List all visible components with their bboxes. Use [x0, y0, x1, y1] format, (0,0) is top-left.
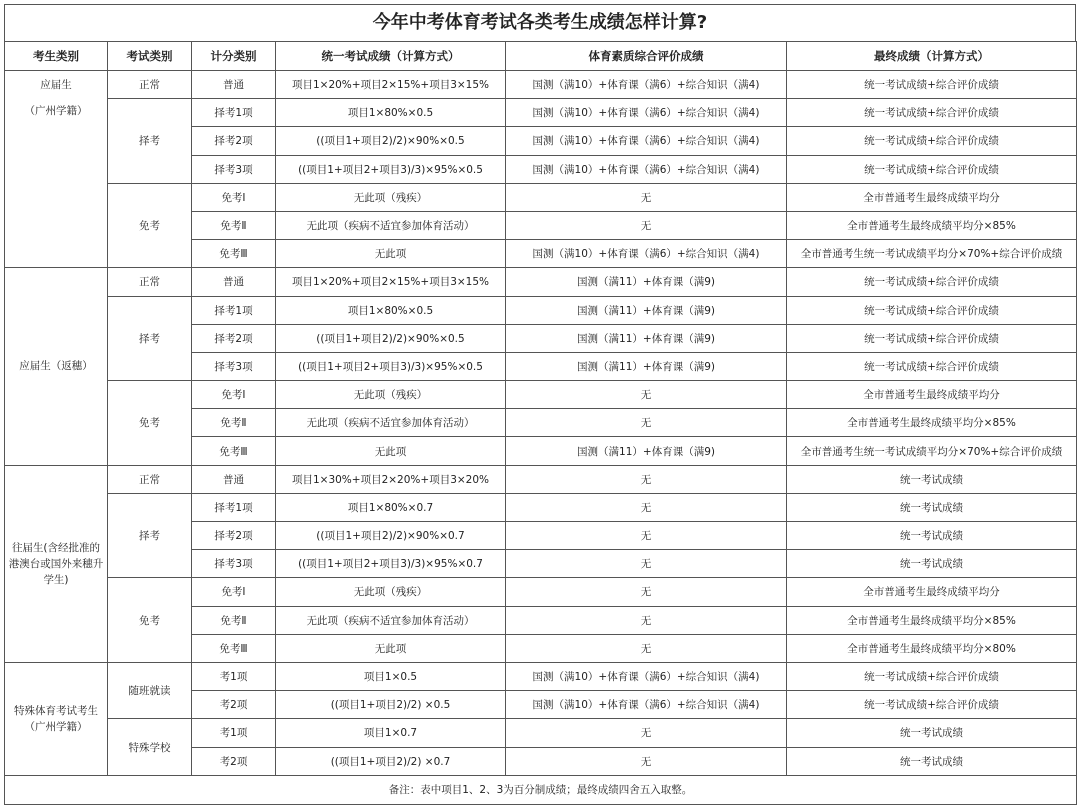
exam-type-cell: 择考	[108, 493, 192, 578]
eval-cell: 国测（满11）+体育课（满9)	[506, 296, 787, 324]
final-cell: 全市普通考生统一考试成绩平均分×70%+综合评价成绩	[787, 437, 1077, 465]
sub-type-cell: 择考1项	[192, 493, 276, 521]
final-cell: 全市普通考生统一考试成绩平均分×70%+综合评价成绩	[787, 240, 1077, 268]
category-sublabel: （广州学籍）	[24, 105, 88, 117]
calc-cell: 无此项（疾病不适宜参加体育活动）	[276, 211, 506, 239]
eval-cell: 国测（满10）+体育课（满6）+综合知识（满4)	[506, 127, 787, 155]
final-cell: 统一考试成绩	[787, 465, 1077, 493]
calc-cell: ((项目1+项目2)/2) ×0.5	[276, 691, 506, 719]
eval-cell: 无	[506, 719, 787, 747]
final-cell: 统一考试成绩+综合评价成绩	[787, 296, 1077, 324]
note-row	[5, 775, 1077, 804]
exam-type-cell: 免考	[108, 381, 192, 466]
sub-type-cell: 考2项	[192, 691, 276, 719]
calc-cell: 无此项（残疾）	[276, 578, 506, 606]
category-cell: 往届生(含经批准的港澳台或国外来穗升学生)	[5, 465, 108, 662]
calc-cell: 无此项	[276, 240, 506, 268]
score-table	[4, 41, 1077, 805]
final-cell: 统一考试成绩	[787, 493, 1077, 521]
exam-type-cell: 免考	[108, 183, 192, 268]
eval-cell: 国测（满11）+体育课（满9)	[506, 268, 787, 296]
final-cell: 统一考试成绩+综合评价成绩	[787, 691, 1077, 719]
final-cell: 统一考试成绩	[787, 522, 1077, 550]
eval-cell: 国测（满10）+体育课（满6）+综合知识（满4)	[506, 240, 787, 268]
final-cell: 全市普通考生最终成绩平均分×85%	[787, 606, 1077, 634]
exam-type-cell: 正常	[108, 465, 192, 493]
sub-type-cell: 择考1项	[192, 99, 276, 127]
exam-type-cell: 正常	[108, 268, 192, 296]
table-row	[5, 662, 1077, 690]
header-unified-score: 统一考试成绩（计算方式）	[276, 42, 506, 71]
final-cell: 全市普通考生最终成绩平均分	[787, 381, 1077, 409]
calc-cell: 项目1×20%+项目2×15%+项目3×15%	[276, 268, 506, 296]
category-cell: 应届生（返穗）	[5, 268, 108, 465]
sub-type-cell: 普通	[192, 465, 276, 493]
sub-type-cell: 择考2项	[192, 324, 276, 352]
final-cell: 统一考试成绩+综合评价成绩	[787, 71, 1077, 99]
calc-cell: 无此项（疾病不适宜参加体育活动）	[276, 409, 506, 437]
exam-type-cell: 择考	[108, 296, 192, 381]
page-title: 今年中考体育考试各类考生成绩怎样计算?	[4, 4, 1076, 41]
sub-type-cell: 免考Ⅲ	[192, 437, 276, 465]
exam-type-cell: 择考	[108, 99, 192, 184]
eval-cell: 国测（满10）+体育课（满6）+综合知识（满4)	[506, 662, 787, 690]
table-row	[5, 268, 1077, 296]
eval-cell: 国测（满11）+体育课（满9)	[506, 352, 787, 380]
final-cell: 统一考试成绩+综合评价成绩	[787, 352, 1077, 380]
final-cell: 全市普通考生最终成绩平均分×85%	[787, 409, 1077, 437]
eval-cell: 国测（满10）+体育课（满6）+综合知识（满4)	[506, 155, 787, 183]
calc-cell: 项目1×0.7	[276, 719, 506, 747]
exam-type-cell: 免考	[108, 578, 192, 663]
sub-type-cell: 免考Ⅰ	[192, 578, 276, 606]
calc-cell: ((项目1+项目2)/2)×90%×0.7	[276, 522, 506, 550]
sub-type-cell: 免考Ⅱ	[192, 409, 276, 437]
eval-cell: 国测（满10）+体育课（满6）+综合知识（满4)	[506, 71, 787, 99]
eval-cell: 无	[506, 493, 787, 521]
final-cell: 全市普通考生最终成绩平均分×80%	[787, 634, 1077, 662]
eval-cell: 无	[506, 409, 787, 437]
exam-type-cell: 正常	[108, 71, 192, 99]
calc-cell: ((项目1+项目2+项目3)/3)×95%×0.7	[276, 550, 506, 578]
table-row	[5, 719, 1077, 747]
sub-type-cell: 免考Ⅲ	[192, 634, 276, 662]
category-cell: 特殊体育考试考生（广州学籍）	[5, 662, 108, 775]
sub-type-cell: 免考Ⅲ	[192, 240, 276, 268]
table-note: 备注：表中项目1、2、3为百分制成绩；最终成绩四舍五入取整。	[5, 775, 1077, 804]
calc-cell: ((项目1+项目2+项目3)/3)×95%×0.5	[276, 352, 506, 380]
eval-cell: 无	[506, 550, 787, 578]
eval-cell: 无	[506, 381, 787, 409]
table-row	[5, 493, 1077, 521]
final-cell: 统一考试成绩+综合评价成绩	[787, 324, 1077, 352]
sub-type-cell: 考1项	[192, 719, 276, 747]
sub-type-cell: 考2项	[192, 747, 276, 775]
sub-type-cell: 普通	[192, 268, 276, 296]
calc-cell: 项目1×80%×0.5	[276, 99, 506, 127]
table-row	[5, 465, 1077, 493]
calc-cell: 无此项（疾病不适宜参加体育活动）	[276, 606, 506, 634]
table-row	[5, 99, 1077, 127]
eval-cell: 无	[506, 747, 787, 775]
final-cell: 统一考试成绩+综合评价成绩	[787, 127, 1077, 155]
sub-type-cell: 普通	[192, 71, 276, 99]
exam-type-cell: 随班就读	[108, 662, 192, 718]
eval-cell: 无	[506, 211, 787, 239]
header-student-category: 考生类别	[5, 42, 108, 71]
header-scoring-category: 计分类别	[192, 42, 276, 71]
eval-cell: 国测（满10）+体育课（满6）+综合知识（满4)	[506, 99, 787, 127]
eval-cell: 无	[506, 634, 787, 662]
sub-type-cell: 免考Ⅰ	[192, 381, 276, 409]
calc-cell: ((项目1+项目2)/2)×90%×0.5	[276, 127, 506, 155]
final-cell: 统一考试成绩+综合评价成绩	[787, 268, 1077, 296]
calc-cell: 项目1×20%+项目2×15%+项目3×15%	[276, 71, 506, 99]
header-row	[5, 42, 1077, 71]
eval-cell: 无	[506, 578, 787, 606]
table-row	[5, 381, 1077, 409]
sub-type-cell: 免考Ⅱ	[192, 606, 276, 634]
eval-cell: 国测（满10）+体育课（满6）+综合知识（满4)	[506, 691, 787, 719]
eval-cell: 无	[506, 465, 787, 493]
final-cell: 统一考试成绩	[787, 550, 1077, 578]
calc-cell: 项目1×80%×0.5	[276, 296, 506, 324]
final-cell: 全市普通考生最终成绩平均分	[787, 183, 1077, 211]
header-final-score: 最终成绩（计算方式）	[787, 42, 1077, 71]
sub-type-cell: 免考Ⅰ	[192, 183, 276, 211]
calc-cell: 项目1×30%+项目2×20%+项目3×20%	[276, 465, 506, 493]
final-cell: 统一考试成绩+综合评价成绩	[787, 99, 1077, 127]
calc-cell: 无此项	[276, 437, 506, 465]
calc-cell: ((项目1+项目2)/2)×90%×0.5	[276, 324, 506, 352]
sub-type-cell: 择考2项	[192, 127, 276, 155]
calc-cell: 无此项（残疾）	[276, 183, 506, 211]
final-cell: 统一考试成绩+综合评价成绩	[787, 662, 1077, 690]
table-row	[5, 296, 1077, 324]
final-cell: 统一考试成绩	[787, 747, 1077, 775]
category-label: 应届生	[40, 79, 72, 91]
exam-type-cell: 特殊学校	[108, 719, 192, 775]
sub-type-cell: 考1项	[192, 662, 276, 690]
final-cell: 全市普通考生最终成绩平均分	[787, 578, 1077, 606]
eval-cell: 无	[506, 606, 787, 634]
final-cell: 统一考试成绩+综合评价成绩	[787, 155, 1077, 183]
eval-cell: 无	[506, 183, 787, 211]
calc-cell: 项目1×0.5	[276, 662, 506, 690]
sub-type-cell: 择考3项	[192, 352, 276, 380]
eval-cell: 国测（满11）+体育课（满9)	[506, 437, 787, 465]
calc-cell: 项目1×80%×0.7	[276, 493, 506, 521]
final-cell: 全市普通考生最终成绩平均分×85%	[787, 211, 1077, 239]
final-cell: 统一考试成绩	[787, 719, 1077, 747]
sub-type-cell: 择考3项	[192, 550, 276, 578]
sub-type-cell: 择考2项	[192, 522, 276, 550]
sub-type-cell: 择考1项	[192, 296, 276, 324]
table-row	[5, 578, 1077, 606]
table-row	[5, 71, 1077, 99]
header-evaluation-score: 体育素质综合评价成绩	[506, 42, 787, 71]
sub-type-cell: 择考3项	[192, 155, 276, 183]
eval-cell: 国测（满11）+体育课（满9)	[506, 324, 787, 352]
sub-type-cell: 免考Ⅱ	[192, 211, 276, 239]
calc-cell: ((项目1+项目2+项目3)/3)×95%×0.5	[276, 155, 506, 183]
calc-cell: 无此项	[276, 634, 506, 662]
calc-cell: 无此项（残疾）	[276, 381, 506, 409]
header-exam-category: 考试类别	[108, 42, 192, 71]
category-cell	[5, 71, 108, 268]
table-row	[5, 183, 1077, 211]
eval-cell: 无	[506, 522, 787, 550]
calc-cell: ((项目1+项目2)/2) ×0.7	[276, 747, 506, 775]
